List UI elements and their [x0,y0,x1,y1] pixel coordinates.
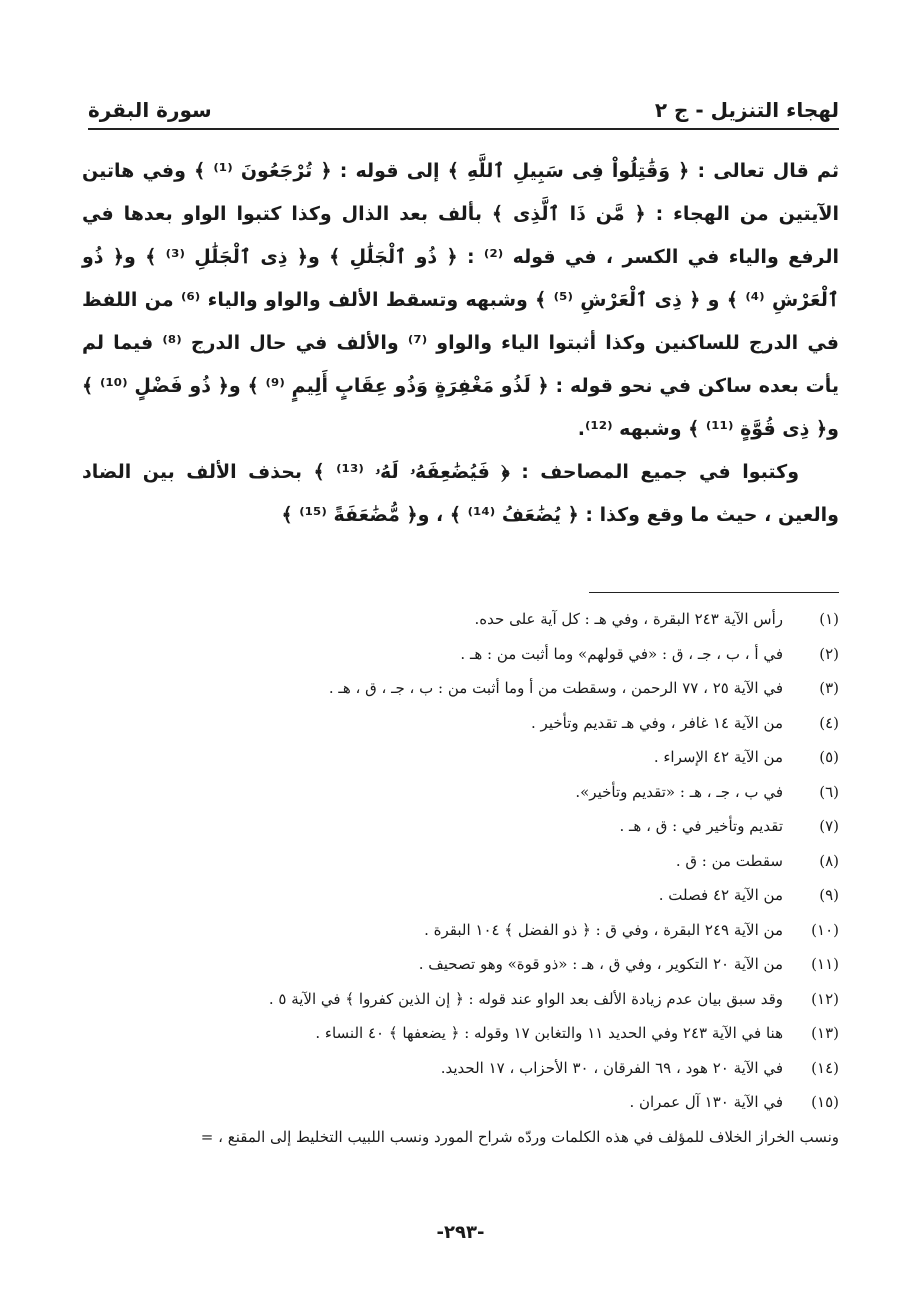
footnote-text: تقديم وتأخير في : ق ، هـ . [619,817,783,835]
footnote-number: (١١) [811,955,839,973]
footnote [60,1085,839,1120]
book-title: لهجاء التنزيل - ج ٢ [654,98,839,122]
footnote [60,775,839,810]
footnote-text: هنا في الآية ٢٤٣ وفي الحديد ١١ والتغابن ١٧ وقوله : ﴿ يضعفها ﴾ ٤٠ النساء . [315,1024,783,1042]
page-number: -٢٩٣- [436,1222,485,1243]
footnote-number: (١٥) [811,1093,839,1111]
footnote-number: (٢) [819,644,839,663]
footnote-number: (٥) [819,748,839,766]
footnote-number: (١٤) [811,1058,839,1077]
footnote-number: (٨) [819,851,839,870]
footnote-number: (١٠) [811,920,839,939]
footnote-text: في الآية ٢٠ هود ، ٦٩ الفرقان ، ٣٠ الأحزاب ، ١٧ الحديد. [440,1058,783,1077]
footnote-text: من الآية ٤٢ الإسراء . [653,748,783,766]
footnote [60,844,839,879]
footnote-number: (١) [819,610,839,628]
page-header [88,78,839,130]
footnote [60,706,839,741]
footnote [60,671,839,706]
footnote-number: (٦) [819,782,839,801]
footnote-number: (٩) [819,886,839,904]
main-text [82,150,839,537]
footnote [60,878,839,913]
footnote-text: من الآية ١٤ غافر ، وفي هـ تقديم وتأخير . [531,713,783,732]
footnote-number: (٤) [819,713,839,732]
footnote-number: (١٣) [811,1024,839,1042]
footnote-number: (٧) [819,817,839,835]
footnote [60,1051,839,1086]
paragraph-1: ثم قال تعالى : ﴿ وَقَٰتِلُواْ فِى سَبِيلِ ٱللَّهِ ﴾ إلى قوله : ﴿ تُرْجَعُونَ ⁽¹⁾ ﴾ وفي هاتين الآيتين من الهجاء : ﴿ مَّن ذَا ٱلَّذِى ﴾ بألف بعد الذال وكذا كتبوا الواو بعدها في الرفع والياء في الكسر ، في قوله ⁽²⁾ : ﴿ ذُو ٱلْجَلَٰلِ ﴾ و﴿ ذِى ٱلْجَلَٰلِ ⁽³⁾ ﴾ و﴿ ذُو ٱلْعَرْشِ ⁽⁴⁾ ﴾ و ﴿ ذِى ٱلْعَرْشِ ⁽⁵⁾ ﴾ وشبهه وتسقط الألف والواو والياء ⁽⁶⁾ من اللفظ في الدرج للساكنين وكذا أثبتوا الياء والواو ⁽⁷⁾ والألف في حال الدرج ⁽⁸⁾ فيما لم يأت بعده ساكن في نحو قوله : ﴿ لَذُو مَغْفِرَةٍ وَذُو عِقَابٍ أَلِيمٍ ⁽⁹⁾ ﴾ و﴿ ذُو فَضْلٍ ⁽¹⁰⁾ ﴾ و﴿ ذِى قُوَّةٍ ⁽¹¹⁾ ﴾ وشبهه ⁽¹²⁾. [82,160,839,440]
footnote-divider [589,592,839,593]
footnote [60,602,839,637]
footnote-number: (١٢) [811,989,839,1008]
footnote-text: في الآية ١٣٠ آل عمران . [629,1093,783,1111]
footnote [60,913,839,948]
footnote-text: في أ ، ب ، جـ ، ق : «في قولهم» وما أثبت من : هـ . [460,644,783,663]
footnote-text: سقطت من : ق . [675,851,783,870]
surah-title: سورة البقرة [88,98,212,122]
footnote-text: من الآية ٢٤٩ البقرة ، وفي ق : ﴿ ذو الفضل ﴾ ١٠٤ البقرة . [424,920,783,939]
footnote [60,809,839,844]
footnote-text: من الآية ٢٠ التكوير ، وفي ق ، هـ : «ذو قوة» وهو تصحيف . [418,955,783,973]
footnote [60,740,839,775]
paragraph-2: وكتبوا في جميع المصاحف : ﴿ فَيُضَٰعِفَهُۥ لَهُۥ ⁽¹³⁾ ﴾ بحذف الألف بين الضاد والعين ، حيث ما وقع وكذا : ﴿ يُضَٰعَفُ ⁽¹⁴⁾ ﴾ ، و﴿ مُّضَٰعَفَةً ⁽¹⁵⁾ ﴾ [82,461,839,526]
footnote [60,637,839,672]
footnote-text: رأس الآية ٢٤٣ البقرة ، وفي هـ : كل آية على حده. [474,610,783,628]
footnote [60,1016,839,1051]
footnote [60,982,839,1017]
footnote-continuation: ونسب الخراز الخلاف للمؤلف في هذه الكلمات وردّه شراح المورد ونسب اللبيب التخليط إلى المقنع ، = [200,1127,839,1146]
footnote-text: من الآية ٤٢ فصلت . [658,886,783,904]
footnote-text: وقد سبق بيان عدم زيادة الألف بعد الواو عند قوله : ﴿ إن الذين كفروا ﴾ في الآية ٥ . [268,989,783,1008]
footnote [60,947,839,982]
footnote-text: في ب ، جـ ، هـ : «تقديم وتأخير». [575,782,783,801]
footnote-text: في الآية ٢٥ ، ٧٧ الرحمن ، وسقطت من أ وما أثبت من : ب ، جـ ، ق ، هـ . [328,679,783,697]
footnote-number: (٣) [819,679,839,697]
footnotes [60,602,839,1154]
